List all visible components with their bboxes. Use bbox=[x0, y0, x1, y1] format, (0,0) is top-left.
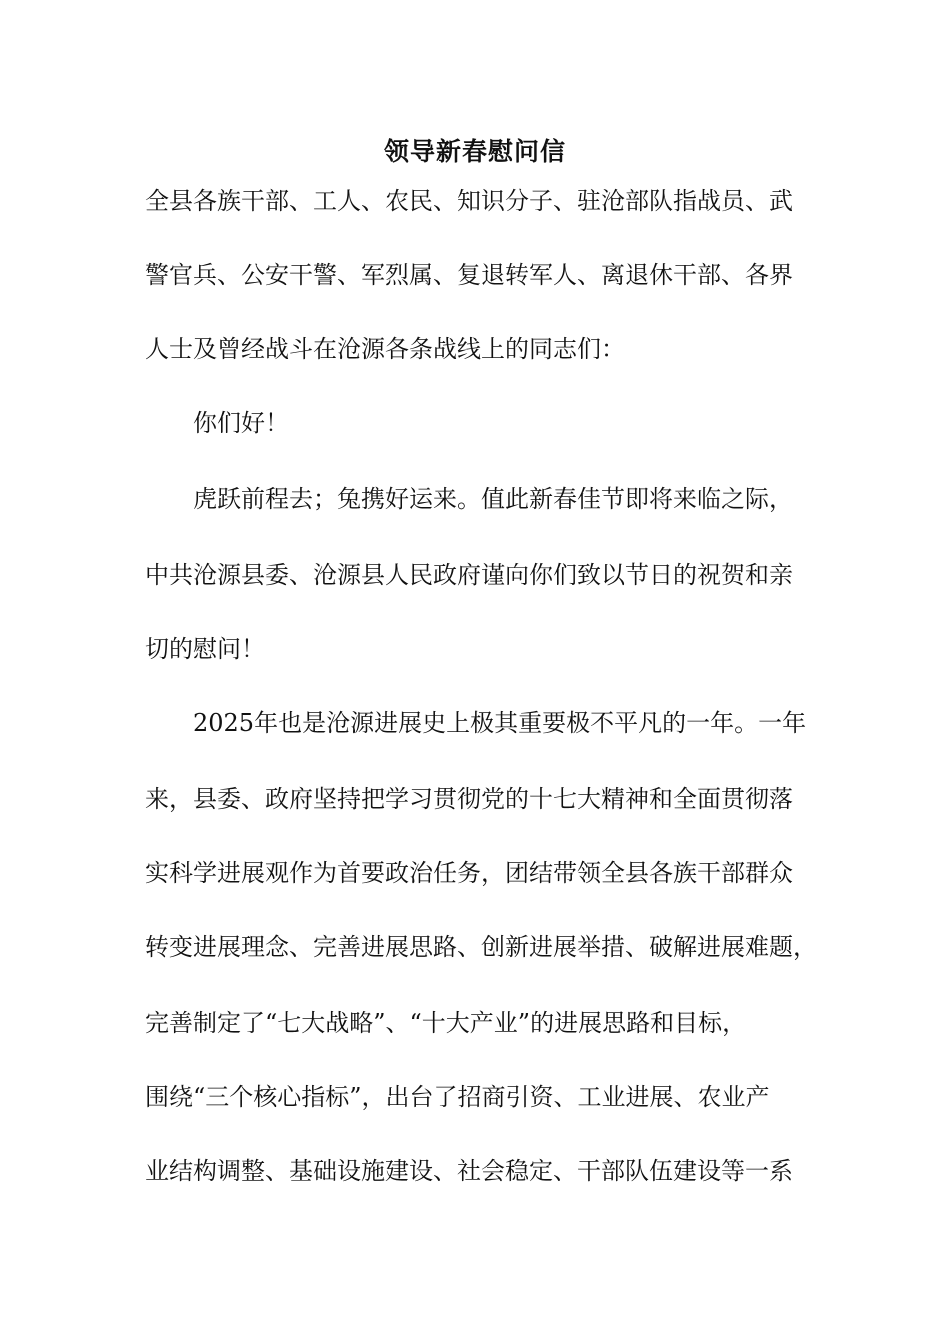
body-line-2: 警官兵、公安干警、军烈属、复退转军人、离退休干部、各界 bbox=[145, 261, 793, 289]
body-line-12: 完善制定了“七大战略”、“十大产业”的进展思路和目标， bbox=[145, 1009, 747, 1037]
body-line-5: 虎跃前程去；兔携好运来。值此新春佳节即将来临之际， bbox=[145, 485, 793, 513]
body-line-9: 来，县委、政府坚持把学习贯彻党的十七大精神和全面贯彻落 bbox=[145, 785, 793, 813]
document-title: 领导新春慰问信 bbox=[383, 137, 566, 166]
body-line-4: 你们好！ bbox=[145, 409, 289, 437]
body-line-1: 全县各族干部、工人、农民、知识分子、驻沧部队指战员、武 bbox=[145, 187, 793, 215]
body-line-6: 中共沧源县委、沧源县人民政府谨向你们致以节日的祝贺和亲 bbox=[145, 561, 793, 589]
body-line-10: 实科学进展观作为首要政治任务，团结带领全县各族干部群众 bbox=[145, 859, 793, 887]
body-line-8: 2025年也是沧源进展史上极其重要极不平凡的一年。一年 bbox=[145, 709, 807, 737]
body-line-7: 切的慰问！ bbox=[145, 635, 265, 663]
body-line-14: 业结构调整、基础设施建设、社会稳定、干部队伍建设等一系 bbox=[145, 1157, 793, 1185]
body-line-13: 围绕“三个核心指标”，出台了招商引资、工业进展、农业产 bbox=[145, 1083, 770, 1111]
body-line-3: 人士及曾经战斗在沧源各条战线上的同志们： bbox=[145, 335, 625, 363]
body-line-11: 转变进展理念、完善进展思路、创新进展举措、破解进展难题， bbox=[145, 933, 817, 961]
